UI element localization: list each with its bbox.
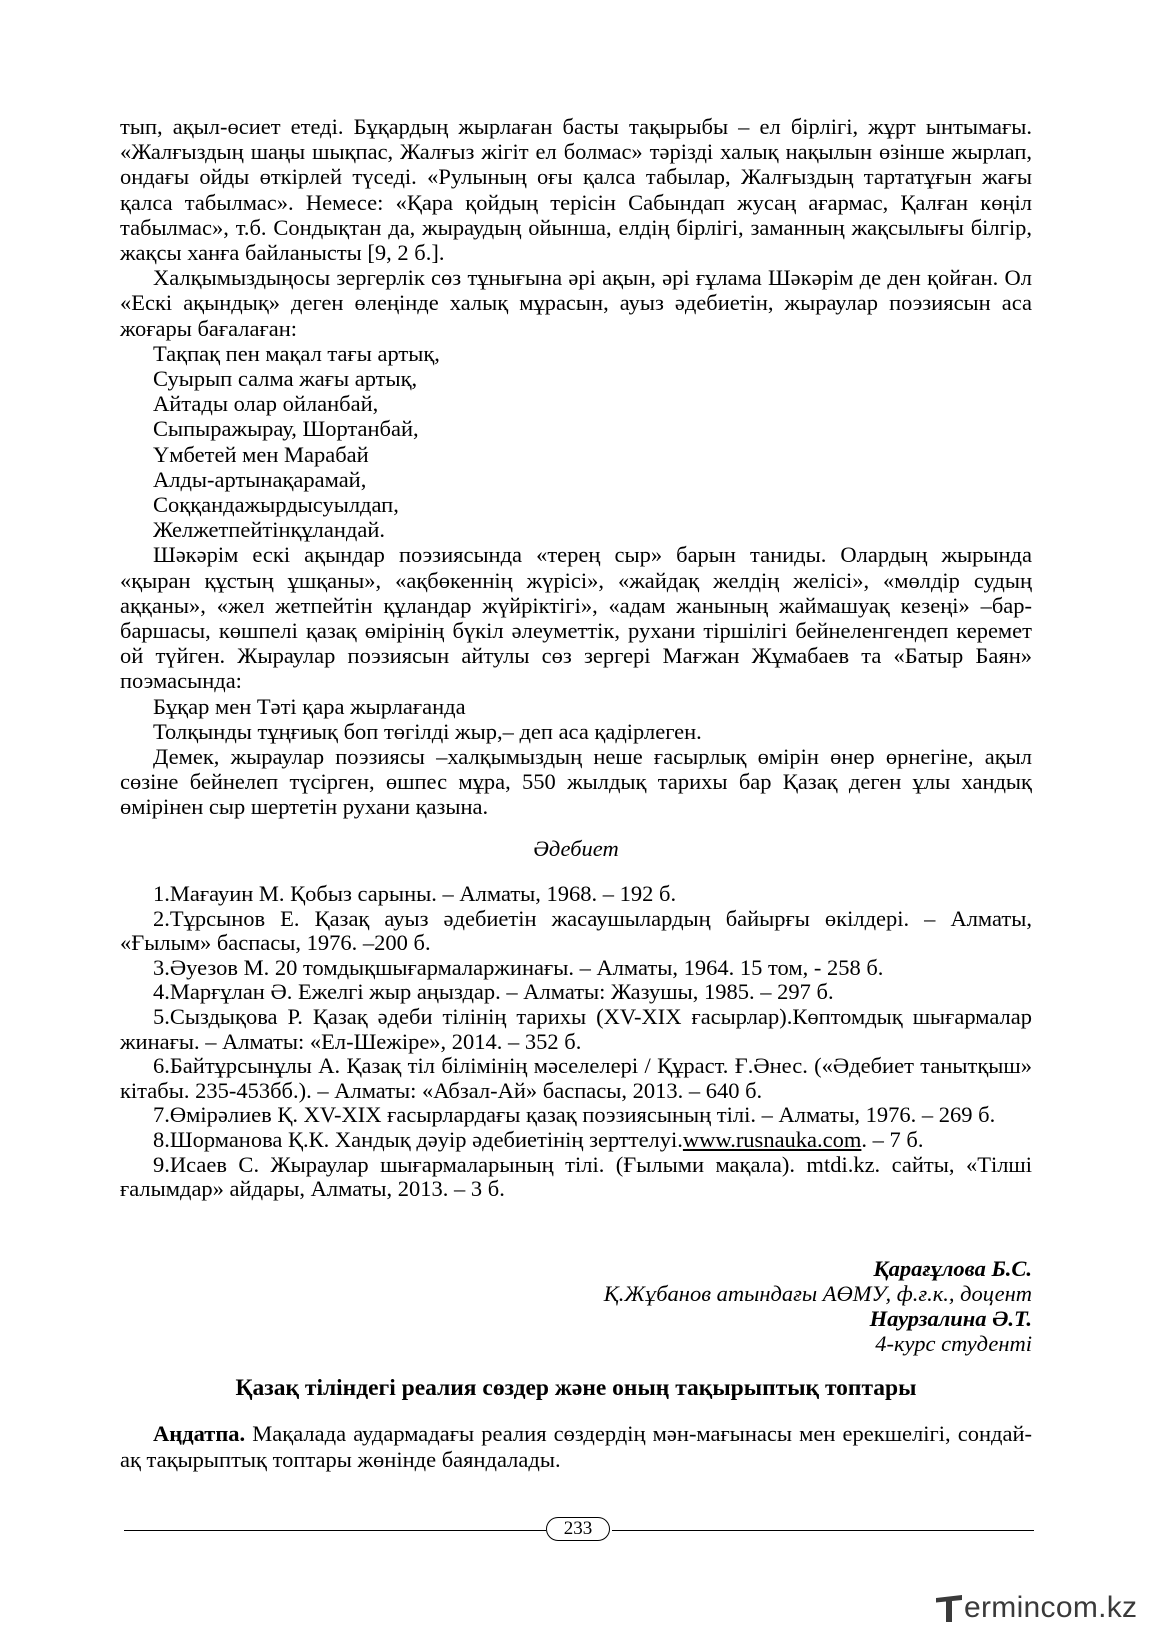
reference-8-suffix: . – 7 б. <box>861 1126 924 1152</box>
abstract-paragraph <box>120 1421 1032 1472</box>
footer-rule-right <box>612 1530 1034 1531</box>
paragraph-4: Демек, жыраулар поэзиясы –халқымыздың неше ғасырлық өмірін өнер өрнегіне, ақыл сөзіне бейнелеп түсірген, өшпес мұра, 550 жылдық тарихы бар Қазақ деген ұлы хандық өмірінен сыр шертетін рухани қазына. <box>120 744 1032 820</box>
verse-line: Соққандажырдысуылдап, <box>153 492 399 518</box>
reference-item: 5.Сыздықова Р. Қазақ әдеби тілінің тарихы (XV-XIX ғасырлар).Көптомдық шығармалар жинағы. – Алматы: «Ел-Шежіре», 2014. – 352 б. <box>120 1003 1032 1054</box>
references-list <box>120 882 1032 1202</box>
abstract-label: Аңдатпа. <box>153 1421 246 1446</box>
watermark-text-1: ermincо <box>964 1591 1073 1624</box>
footer-rule-left <box>124 1530 546 1531</box>
reference-item: 1.Мағауин М. Қобыз сарыны. – Алматы, 1968. – 192 б. <box>153 881 677 906</box>
author-name-2: Наурзалина Ә.Т. <box>869 1306 1032 1331</box>
reference-item: 3.Әуезов М. 20 томдықшығармаларжинағы. – Алматы, 1964. 15 том, - 258 б. <box>153 954 884 980</box>
verse-line: Толқынды тұңғиық боп төгілді жыр,– деп аса қадірлеген. <box>153 718 702 744</box>
abstract-text: Мақалада аудармадағы реалия сөздердің мән-мағынасы мен ерекшелігі, сондай-ақ тақырыптық топтары жөнінде баяндалады. <box>120 1421 1032 1472</box>
paragraph-2: Халқымыздыңосы зергерлік сөз тұнығына әрі ақын, әрі ғұлама Шәкәрім де ден қойған. Ол «Ескі ақындық» деген өлеңінде халық мұрасын, ауыз әдебиетін, жыраулар поэзиясын аса жоғары бағалаған: <box>120 265 1032 341</box>
references-heading: Әдебиет <box>533 836 619 861</box>
paragraph-3: Шәкәрім ескі ақындар поэзиясында «терең сыр» барын таниды. Олардың жырында «қыран құстың ұшқаны», «ақбөкеннің жүрісі», «жайдақ желдің желісі», «мөлдір судың аққаны», «жел жетпейтін құландар жүйріктігі», «адам жанының жаймашуақ кезеңі» –бар-баршасы, көшпелі қазақ өмірінің бүкіл әлеуметтік, рухани тіршілігі бейнеленгендеп керемет ой түйген. Жыраулар поэзиясын айтулы сөз зергері Мағжан Жұмабаев та «Батыр Баян» поэмасында: <box>120 542 1032 694</box>
reference-8-link[interactable]: www.rusnauka.com <box>682 1126 862 1152</box>
reference-item-8 <box>120 1128 1032 1153</box>
reference-item: 4.Марғұлан Ә. Ежелгі жыр аңыздар. – Алматы: Жазушы, 1985. – 297 б. <box>153 979 834 1005</box>
reference-item: 2.Тұрсынов Е. Қазақ ауыз әдебиетін жасаушылардың байырғы өкілдері. – Алматы, «Ғылым» баспасы, 1976. –200 б. <box>120 905 1032 956</box>
verse-line: Айтады олар ойланбай, <box>153 391 379 417</box>
verse-block-2 <box>120 694 1032 744</box>
verse-line: Суырып салма жағы артық, <box>153 366 418 392</box>
paragraph-1: тып, ақыл-өсиет етеді. Бұқардың жырлаған басты тақырыбы – ел бірлігі, жұрт ынтымағы. «Жалғыздың шаңы шықпас, Жалғыз жігіт ел болмас» тәрізді халық нақылын өзінше жырлап, ондағы ойды өткірлей түседі. «Рулының оғы қалса табылар, Жалғыздың тартатұғын жағы қалса табылмас». Немесе: «Қара қойдың терісін Сабындап жусаң ағармас, Қалған көңіл табылмас», т.б. Сондықтан да, жыраудың ойынша, елдің бірлігі, заманның жақсылығы білгір, жақсы ханға байланысты [9, 2 б.]. <box>120 114 1032 266</box>
reference-item: 6.Байтұрсынұлы А. Қазақ тіл білімінің мәселелері / Құраст. Ғ.Әнес. («Әдебиет танытқыш» кітабы. 235-453бб.). – Алматы: «Абзал-Ай» баспасы, 2013. – 640 б. <box>120 1053 1032 1103</box>
verse-line: Алды-артынақарамай, <box>153 466 367 492</box>
t-letter-icon <box>934 1592 964 1624</box>
verse-line: Үмбетей мен Марабай <box>153 441 369 467</box>
author-affiliation-1: Қ.Жұбанов атындағы АӨМУ, ф.ғ.к., доцент <box>603 1281 1032 1306</box>
author-block <box>420 1256 1032 1356</box>
verse-line: Бұқар мен Тәті қара жырлағанда <box>153 693 466 719</box>
article-body <box>120 114 1032 820</box>
verse-line: Желжетпейтінқұландай. <box>153 517 386 543</box>
site-watermark <box>934 1588 1144 1628</box>
reference-item: 9.Исаев С. Жыраулар шығармаларының тілі. (Ғылыми мақала). mtdi.kz. сайты, «Тілші ғалымдар» айдары, Алматы, 2013. – 3 б. <box>120 1151 1032 1202</box>
author-affiliation-2: 4-курс студенті <box>875 1331 1032 1356</box>
author-name-1: Қарағұлова Б.С. <box>873 1256 1032 1281</box>
article-title: Қазақ тіліндегі реалия сөздер және оның тақырыптық топтары <box>235 1375 917 1401</box>
reference-8-text: 8.Шорманова Қ.К. Хандық дәуір әдебиетінің зерттелуі. <box>153 1126 683 1152</box>
verse-block-1 <box>120 341 1032 543</box>
verse-line: Тақпақ пен мақал тағы артық, <box>153 340 440 366</box>
abstract <box>120 1421 1032 1472</box>
verse-line: Сыпыражырау, Шортанбай, <box>153 416 419 442</box>
reference-item: 7.Өмірәлиев Қ. XV-XIX ғасырлардағы қазақ поэзиясының тілі. – Алматы, 1976. – 269 б. <box>153 1102 996 1128</box>
watermark-text-2: m.kz <box>1072 1591 1138 1624</box>
page-number: 233 <box>546 1517 610 1541</box>
